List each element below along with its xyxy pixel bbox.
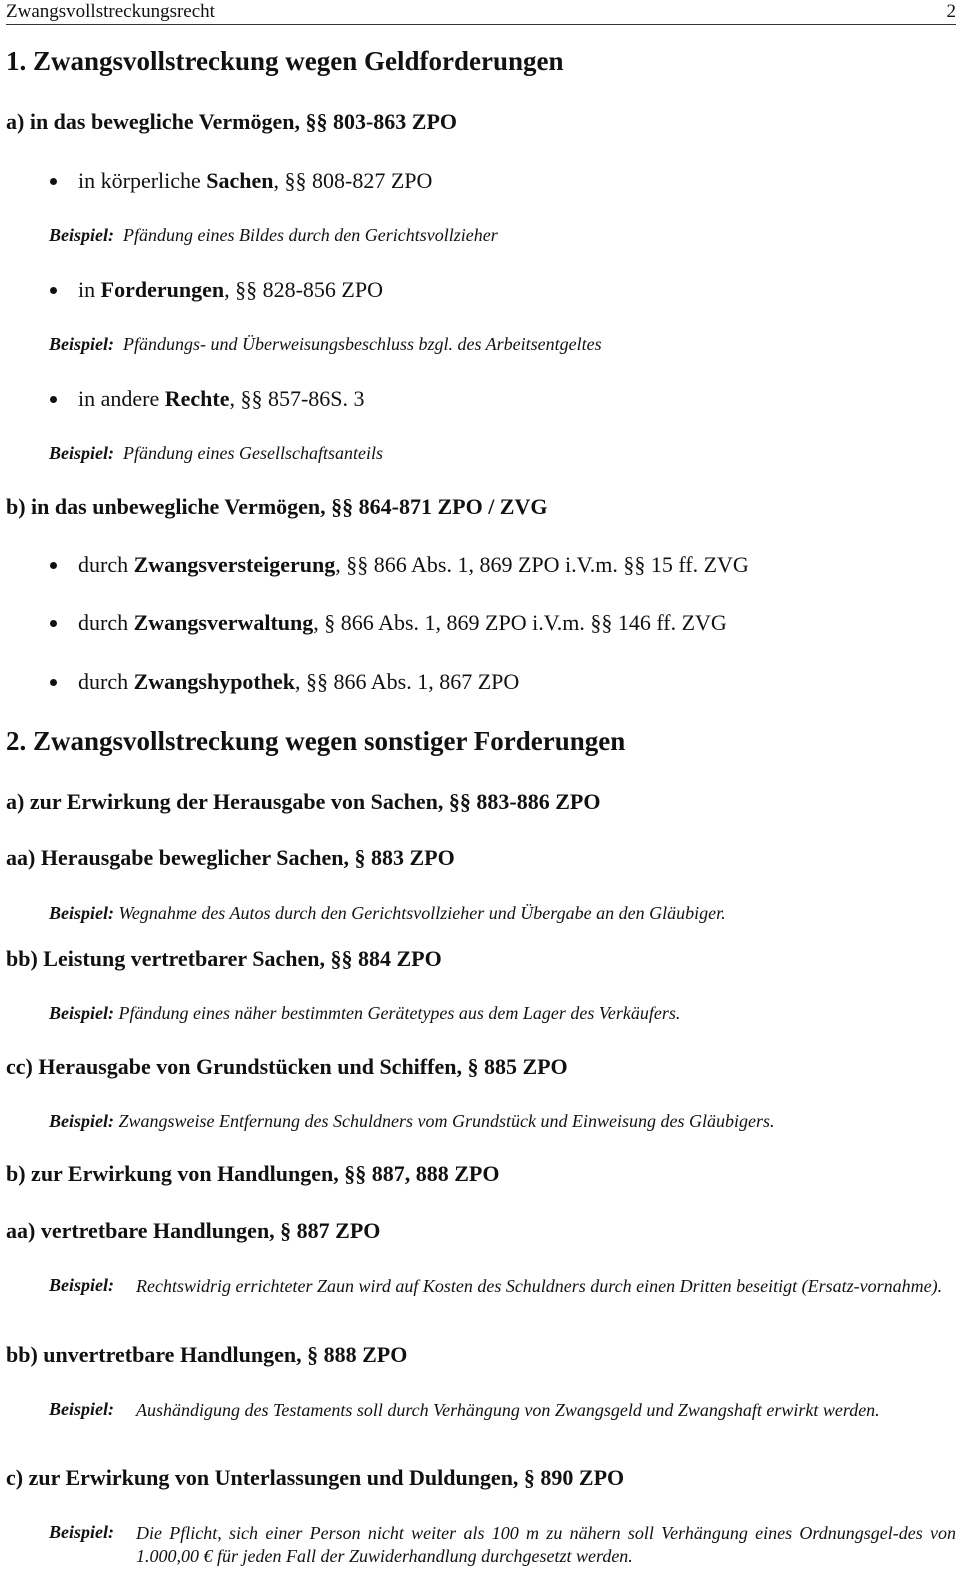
section-2b-heading: b) zur Erwirkung von Handlungen, §§ 887, 888 ZPO <box>6 1161 500 1186</box>
example: Beispiel: Pfändung eines näher bestimmten Gerätetypes aus dem Lager des Verkäufers. <box>49 1003 681 1023</box>
bullet-icon <box>50 679 57 686</box>
section-2-heading: 2. Zwangsvollstreckung wegen sonstiger Forderungen <box>6 726 626 756</box>
example: Beispiel: Wegnahme des Autos durch den Gerichtsvollzieher und Übergabe an den Gläubiger. <box>49 903 726 923</box>
example: Beispiel: Pfändung eines Bildes durch den Gerichtsvollzieher <box>49 225 498 245</box>
section-1b-heading: b) in das unbewegliche Vermögen, §§ 864-871 ZPO / ZVG <box>6 494 548 519</box>
section-2b-aa-heading: aa) vertretbare Handlungen, § 887 ZPO <box>6 1218 381 1243</box>
section-1a-heading: a) in das bewegliche Vermögen, §§ 803-863 ZPO <box>6 109 457 134</box>
bullet-icon <box>50 178 57 185</box>
list-item: in Forderungen, §§ 828-856 ZPO <box>78 277 383 302</box>
section-2a-cc-heading: cc) Herausgabe von Grundstücken und Schiffen, § 885 ZPO <box>6 1054 568 1079</box>
example: Beispiel: Zwangsweise Entfernung des Schuldners vom Grundstück und Einweisung des Gläubigers. <box>49 1111 775 1131</box>
section-2a-aa-heading: aa) Herausgabe beweglicher Sachen, § 883 ZPO <box>6 845 455 870</box>
list-item: durch Zwangsversteigerung, §§ 866 Abs. 1, 869 ZPO i.V.m. §§ 15 ff. ZVG <box>78 552 749 577</box>
bullet-icon <box>50 620 57 627</box>
page-number: 2 <box>946 1 956 22</box>
section-1-heading: 1. Zwangsvollstreckung wegen Geldforderungen <box>6 46 564 76</box>
list-item: in andere Rechte, §§ 857-86S. 3 <box>78 386 365 411</box>
running-header <box>6 0 956 25</box>
bullet-icon <box>50 396 57 403</box>
running-header-title: Zwangsvollstreckungsrecht <box>6 1 215 22</box>
section-2b-bb-heading: bb) unvertretbare Handlungen, § 888 ZPO <box>6 1342 408 1367</box>
bullet-icon <box>50 562 57 569</box>
section-2a-bb-heading: bb) Leistung vertretbarer Sachen, §§ 884 ZPO <box>6 946 442 971</box>
example: Beispiel: Pfändungs- und Überweisungsbeschluss bzgl. des Arbeitsentgeltes <box>49 334 602 354</box>
section-2a-heading: a) zur Erwirkung der Herausgabe von Sachen, §§ 883-886 ZPO <box>6 789 601 814</box>
list-item: durch Zwangsverwaltung, § 866 Abs. 1, 869 ZPO i.V.m. §§ 146 ff. ZVG <box>78 610 727 635</box>
section-2c-heading: c) zur Erwirkung von Unterlassungen und Duldungen, § 890 ZPO <box>6 1465 625 1490</box>
list-item: in körperliche Sachen, §§ 808-827 ZPO <box>78 168 433 193</box>
example: Beispiel: Pfändung eines Gesellschaftsanteils <box>49 443 383 463</box>
bullet-icon <box>50 287 57 294</box>
list-item: durch Zwangshypothek, §§ 866 Abs. 1, 867 ZPO <box>78 669 520 694</box>
